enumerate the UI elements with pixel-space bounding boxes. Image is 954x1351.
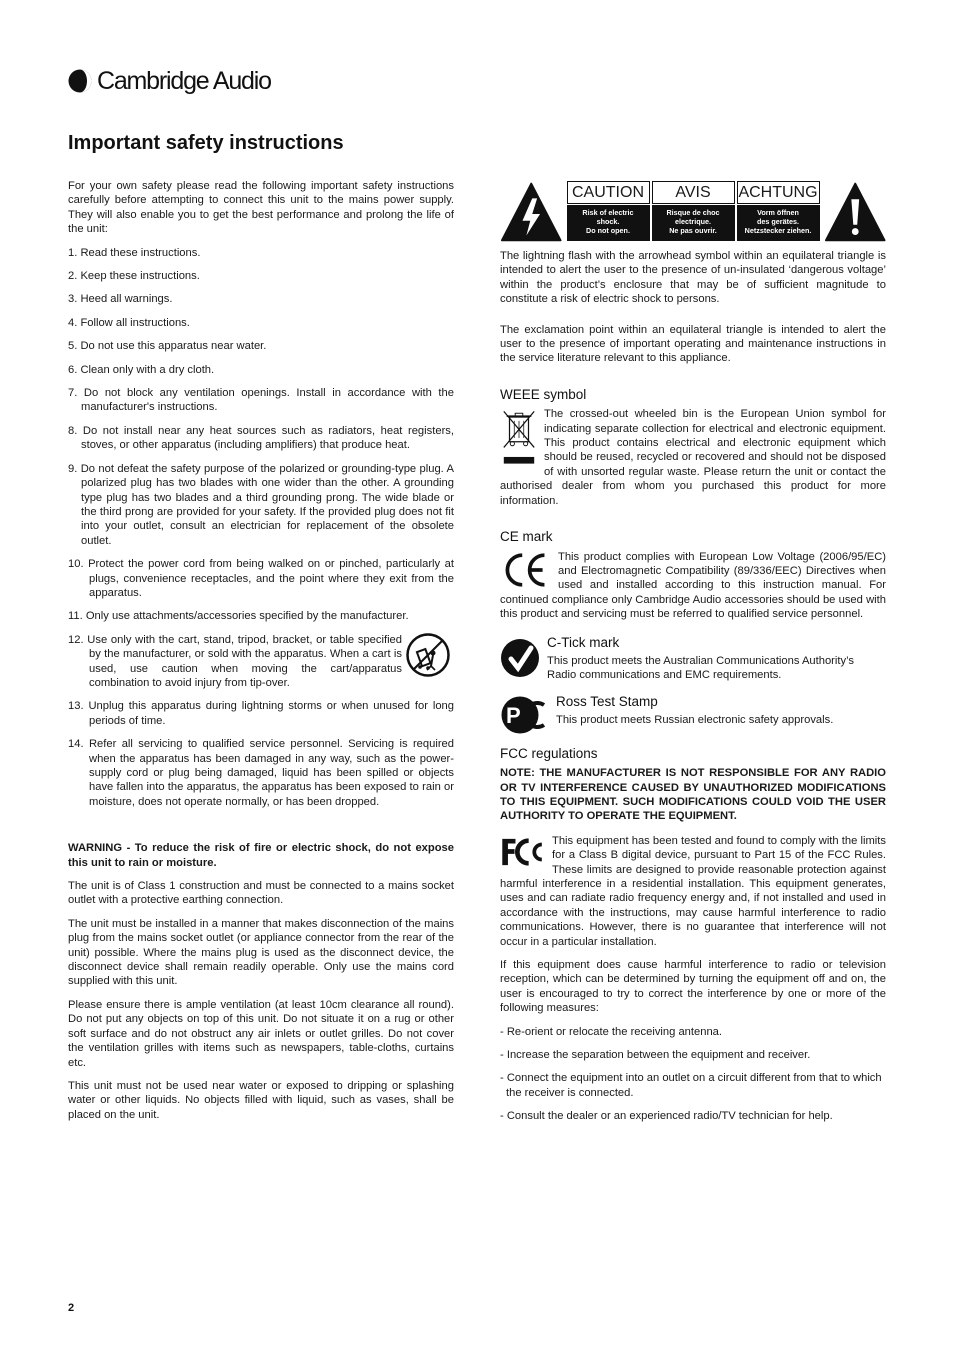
ross-content [556, 695, 886, 728]
brand-logo [68, 66, 271, 96]
caution-label-body [567, 205, 650, 241]
cambridge-audio-logo-icon [68, 69, 92, 93]
crossed-out-bin-icon [500, 407, 538, 467]
body-paragraph: The unit must be installed in a manner that makes disconnection of the mains plug from the mains socket outlet (or appliance connector from the rear of the unit) possible. Where the mains plug is used as the disconnect device, the disconnect device shall remain readily operable. Only use the mains cord supplied with this unit. [68, 917, 454, 988]
rule-item: 8. Do not install near any heat sources such as radiators, heat registers, stoves, or other apparatus (including amplifiers) that produce heat. [68, 424, 454, 452]
ce-section [500, 550, 886, 622]
fcc-paragraph: If this equipment does cause harmful interference to radio or television reception, which can be determined by turning the equipment off and on, the user is encouraged to try to correct the interference by one or more of the following measures: [500, 959, 886, 1015]
right-column [500, 181, 886, 1133]
avis-label [652, 181, 735, 241]
exclamation-description: The exclamation point within an equilateral triangle is intended to alert the user to the presence of important operating and maintenance instructions in the service literature relevant to this appliance. [500, 323, 886, 365]
body-paragraph: The unit is of Class 1 construction and must be connected to a mains socket outlet with a protective earthing connection. [68, 880, 454, 907]
cart-tip-over-warning-icon [406, 633, 450, 677]
svg-text:P: P [506, 702, 521, 728]
ce-mark-icon [500, 550, 550, 590]
rule-item: 4. Follow all instructions. [68, 316, 190, 329]
rule-item-text: 12. Use only with the cart, stand, tripod, bracket, or table specified by the manufacturer, or sold with the apparatus. When a cart is used, use caution when moving the cart/apparatus combination to avoid injury from tip-over. [68, 633, 402, 689]
ctick-heading: C-Tick mark [547, 634, 620, 650]
weee-text: The crossed-out wheeled bin is the European Union symbol for indicating separate collection for electrical and electronic equipment. This product contains electrical and electronic equipment which should be reused, recycled or recovered and should not be disposed of with unsorted regular waste. Please return the unit or contact the authorised dealer from whom you purchased this product for more information. [500, 408, 886, 507]
avis-label-body [652, 205, 735, 241]
rule-item: 14. Refer all servicing to qualified service personnel. Servicing is required when the apparatus has been damaged in any way, such as the power-supply cord or plug being damaged, liquid has been spilled or objects have fallen into the apparatus, the apparatus has been exposed to rain or moisture, does not operate normally, or has been dropped. [68, 738, 454, 808]
caution-labels [567, 181, 822, 241]
fcc-measure: - Consult the dealer or an experienced radio/TV technician for help. [500, 1110, 833, 1123]
achtung-label-line: Netzstecker ziehen. [744, 226, 812, 235]
ross-text: This product meets Russian electronic safety approvals. [556, 714, 834, 727]
ross-test-stamp-icon [500, 695, 550, 735]
fcc-logo-icon [500, 836, 546, 868]
ross-section [500, 695, 886, 735]
ctick-content [547, 636, 886, 683]
caution-label-line: shock. [596, 217, 620, 226]
rule-item: 10. Protect the power cord from being walked on or pinched, particularly at plugs, convenience receptacles, and the point where they exit from the apparatus. [68, 558, 454, 599]
rule-item: 1. Read these instructions. [68, 246, 201, 259]
weee-section [500, 407, 886, 508]
ce-heading: CE mark [500, 529, 553, 545]
achtung-label-line: des gerätes. [757, 217, 799, 226]
body-paragraph: This unit must not be used near water or exposed to dripping or splashing water or other liquids. No objects filled with liquid, such as vases, shall be placed on the unit. [68, 1079, 454, 1121]
rule-item: 3. Heed all warnings. [68, 293, 173, 306]
fcc-heading: FCC regulations [500, 745, 598, 761]
rule-item: 6. Clean only with a dry cloth. [68, 363, 215, 376]
c-tick-icon [500, 638, 540, 678]
caution-label-panel [500, 181, 886, 243]
rule-item: 5. Do not use this apparatus near water. [68, 340, 267, 353]
ctick-text: This product meets the Australian Communications Authority’s Radio communications and EMC requirements. [547, 654, 854, 682]
weee-heading: WEEE symbol [500, 386, 587, 402]
avis-label-line: Risque de choc [666, 208, 720, 217]
fcc-note: NOTE: THE MANUFACTURER IS NOT RESPONSIBLE FOR ANY RADIO OR TV INTERFERENCE CAUSED BY UNAUTHORIZED MODIFICATIONS TO THIS EQUIPMENT. SUCH MODIFICATIONS COULD VOID THE USER AUTHORITY TO OPERATE THE EQUIPMENT. [500, 767, 886, 823]
avis-label-line: Ne pas ouvrir. [669, 226, 717, 235]
achtung-label-body [737, 205, 820, 241]
rule-item: 7. Do not block any ventilation openings. Install in accordance with the manufacturer's instructions. [68, 387, 454, 414]
caution-label-line: Risk of electric [582, 208, 634, 217]
achtung-label [737, 181, 820, 241]
achtung-label-line: Vorm öffnen [757, 208, 799, 217]
rule-item-cart [68, 633, 454, 691]
avis-label-head: AVIS [652, 181, 735, 204]
fcc-measure: - Re-orient or relocate the receiving antenna. [500, 1025, 723, 1038]
caution-label-head: CAUTION [567, 181, 650, 204]
page-title: Important safety instructions [68, 132, 344, 154]
rule-item: 2. Keep these instructions. [68, 270, 200, 283]
rule-item: 9. Do not defeat the safety purpose of the polarized or grounding-type plug. A polarized plug has two blades with one wider than the other. A grounding type plug has two blades and a third grounding prong. The wide blade or the third prong are provided for your safety. If the provided plug does not fit into your outlet, consult an electrician for replacement of the obsolete outlet. [68, 462, 454, 547]
left-column [68, 179, 454, 1131]
rule-item: 13. Unplug this apparatus during lightning storms or when unused for long periods of time. [68, 700, 454, 727]
exclamation-triangle-icon [824, 181, 887, 243]
ce-text: This product complies with European Low Voltage (2006/95/EC) and Electromagnetic Compatibility (89/336/EEC) Directives when used and installed according to this instruction manual. For continued compliance only Cambridge Audio accessories should be used with this product and servicing must be referred to qualified service personnel. [500, 550, 886, 621]
fcc-section [500, 834, 886, 949]
ctick-section [500, 636, 886, 683]
ross-heading: Ross Test Stamp [556, 693, 658, 709]
fcc-measure: - Connect the equipment into an outlet on a circuit different from that to which the receiver is connected. [500, 1072, 882, 1099]
lightning-description: The lightning flash with the arrowhead symbol within an equilateral triangle is intended to alert the user to the presence of un-insulated ‘dangerous voltage’ within the product’s enclosure that may be of sufficient magnitude to constitute a risk of electric shock to persons. [500, 250, 886, 306]
achtung-label-head: ACHTUNG [737, 181, 820, 204]
fcc-text: This equipment has been tested and found to comply with the limits for a Class B digital device, pursuant to Part 15 of the FCC Rules. These limits are designed to provide reasonable protection against harmful interference in a residential installation. This equipment generates, uses and can radiate radio frequency energy and, if not installed and used in accordance with the instructions, may cause harmful interference to radio communications. However, there is no guarantee that interference will not occur in a particular installation. [500, 834, 886, 948]
caution-label-line: Do not open. [586, 226, 630, 235]
page-number: 2 [68, 1302, 75, 1314]
intro-paragraph: For your own safety please read the following important safety instructions carefully before attempting to connect this unit to the mains power supply. They will also enable you to get the best performance and prolong the life of the unit: [68, 180, 454, 236]
safety-rules-list [68, 246, 454, 810]
caution-label [567, 181, 650, 241]
fcc-measure: - Increase the separation between the equipment and receiver. [500, 1049, 811, 1062]
warning-text: WARNING - To reduce the risk of fire or electric shock, do not expose this unit to rain or moisture. [68, 842, 454, 869]
brand-name: Cambridge Audio [97, 66, 271, 95]
avis-label-line: electrique. [675, 217, 711, 226]
rule-item: 11. Only use attachments/accessories specified by the manufacturer. [68, 610, 409, 623]
body-paragraph: Please ensure there is ample ventilation (at least 10cm clearance all round). Do not put any objects on top of this unit. Do not situate it on a rug or other soft surface and do not obstruct any air inlets or outlet grilles. Do not cover the ventilation grilles with items such as newspapers, table-cloths, curtains etc. [68, 998, 454, 1069]
lightning-triangle-icon [500, 181, 563, 243]
